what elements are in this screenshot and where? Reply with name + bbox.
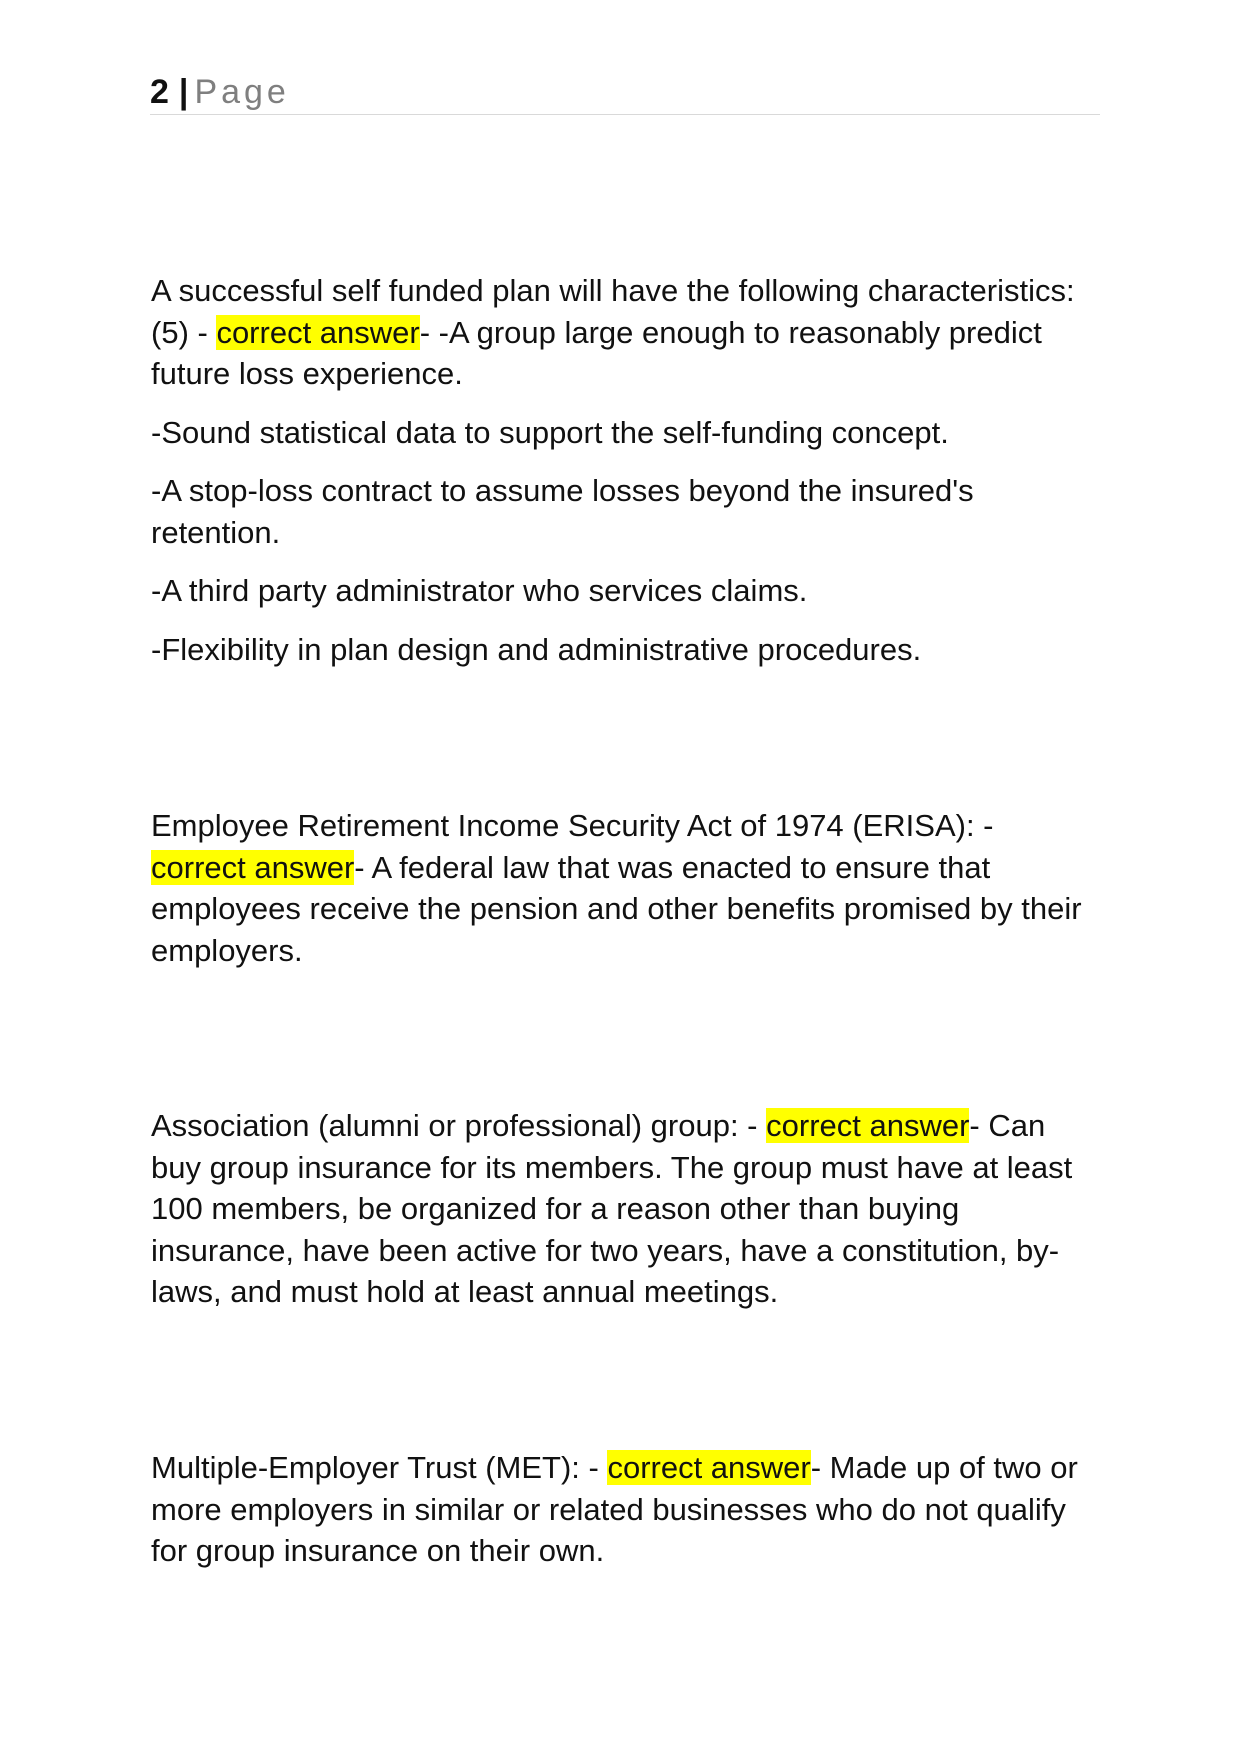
entry-term: Multiple-Employer Trust (MET): - xyxy=(151,1450,608,1485)
entry-text xyxy=(151,1447,1091,1572)
entry-term: A successful self funded plan will have the following characteristics: (5) - xyxy=(151,273,1075,350)
entry-answer: - Made up of two or more employers in similar or related businesses who do not qualify for group insurance on their own. xyxy=(151,1450,1078,1568)
entry-answer: - A federal law that was enacted to ensure that employees receive the pension and other benefits promised by their employers. xyxy=(151,849,1082,968)
answer-point: -Flexibility in plan design and administrative procedures. xyxy=(151,631,922,667)
entry-text xyxy=(151,1105,1091,1313)
flashcard-entry xyxy=(151,270,1091,670)
answer-point: -A stop-loss contract to assume losses beyond the insured's retention. xyxy=(151,473,974,550)
answer-point: -Sound statistical data to support the self-funding concept. xyxy=(151,414,949,450)
correct-answer-highlight: correct answer xyxy=(607,1450,811,1485)
correct-answer-highlight: correct answer xyxy=(766,1108,970,1143)
entry-text xyxy=(151,270,1091,395)
flashcard-entry xyxy=(151,1105,1091,1313)
correct-answer-highlight: correct answer xyxy=(151,849,355,885)
entry-answer: - Can buy group insurance for its members. The group must have at least 100 members, be organized for a reason other than buying insurance, have been active for two years, have a constitution, by-laws, and must hold at least annual meetings. xyxy=(151,1108,1073,1309)
entry-text xyxy=(151,805,1091,971)
correct-answer-highlight: correct answer xyxy=(216,314,420,350)
flashcard-entry xyxy=(151,805,1091,971)
page-separator: | xyxy=(178,73,189,111)
page-header xyxy=(150,70,1100,115)
entry-answer: - -A group large enough to reasonably predict future loss experience. xyxy=(151,314,1042,391)
flashcard-entry xyxy=(151,1447,1091,1572)
entry-term: Employee Retirement Income Security Act of 1974 (ERISA): - xyxy=(151,808,994,843)
entry-term: Association (alumni or professional) group: - xyxy=(151,1108,767,1143)
page-label: Page xyxy=(194,73,290,111)
page-number: 2 xyxy=(150,73,169,111)
answer-point: -A third party administrator who services claims. xyxy=(151,573,808,608)
